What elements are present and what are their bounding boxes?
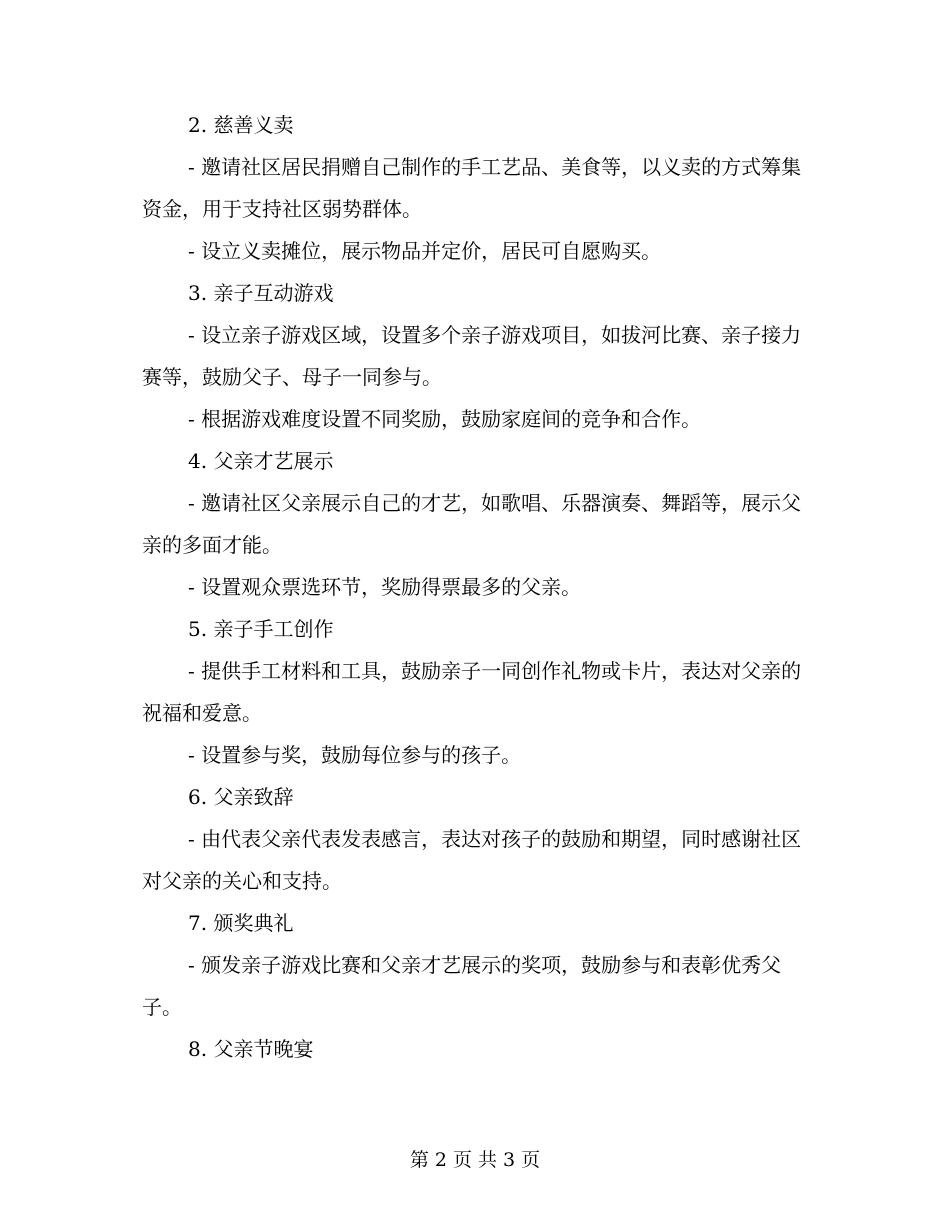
section-item: - 设立义卖摊位，展示物品并定价，居民可自愿购买。	[188, 239, 662, 263]
page-footer	[0, 1148, 950, 1172]
section-heading: 5. 亲子手工创作	[188, 617, 334, 641]
section-item: - 颁发亲子游戏比赛和父亲才艺展示的奖项，鼓励参与和表彰优秀父子。	[142, 953, 782, 1019]
section-item: - 邀请社区父亲展示自己的才艺，如歌唱、乐器演奏、舞蹈等，展示父亲的多面才能。	[142, 491, 802, 557]
section-heading: 8. 父亲节晚宴	[188, 1037, 314, 1061]
section-heading: 7. 颁奖典礼	[188, 911, 294, 935]
page-number: 第 2 页 共 3 页	[409, 1149, 541, 1171]
section-item: - 设置观众票选环节，奖励得票最多的父亲。	[188, 575, 582, 599]
section-item: - 由代表父亲代表发表感言，表达对孩子的鼓励和期望，同时感谢社区对父亲的关心和支持。	[142, 827, 802, 893]
section-item: - 根据游戏难度设置不同奖励，鼓励家庭间的竞争和合作。	[188, 407, 702, 431]
section-heading: 2. 慈善义卖	[188, 113, 294, 137]
section-heading: 4. 父亲才艺展示	[188, 449, 334, 473]
section-item: - 设立亲子游戏区域，设置多个亲子游戏项目，如拔河比赛、亲子接力赛等，鼓励父子、母子一同参与。	[142, 323, 802, 389]
section-item: - 设置参与奖，鼓励每位参与的孩子。	[188, 743, 522, 767]
section-item: - 邀请社区居民捐赠自己制作的手工艺品、美食等，以义卖的方式筹集资金，用于支持社区弱势群体。	[142, 155, 802, 221]
section-heading: 3. 亲子互动游戏	[188, 281, 334, 305]
document-body	[142, 104, 802, 1070]
section-item: - 提供手工材料和工具，鼓励亲子一同创作礼物或卡片，表达对父亲的祝福和爱意。	[142, 659, 802, 725]
section-heading: 6. 父亲致辞	[188, 785, 294, 809]
